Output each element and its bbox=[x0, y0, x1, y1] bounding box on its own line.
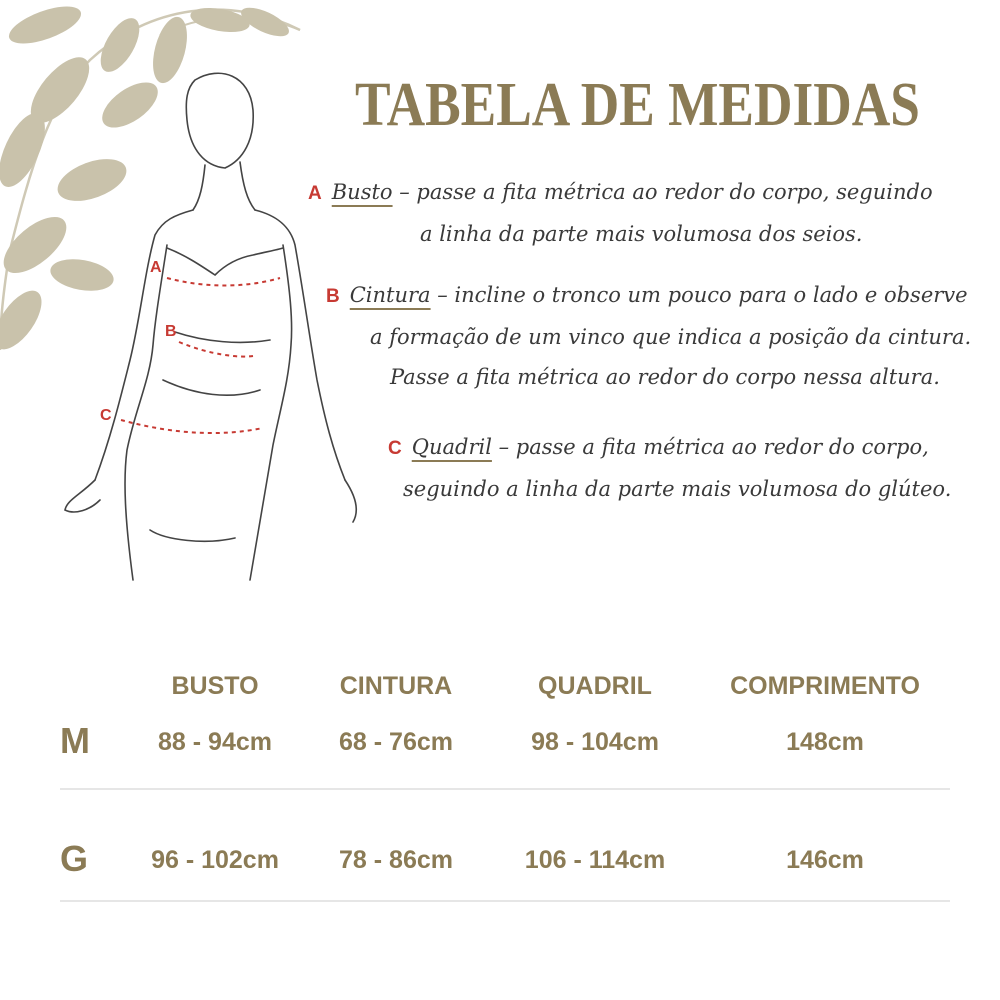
page-title: TABELA DE MEDIDAS bbox=[355, 71, 920, 139]
size-label: G bbox=[60, 838, 89, 879]
size-label: M bbox=[60, 720, 90, 761]
table-cell: 88 - 94cm bbox=[158, 728, 272, 756]
waist-measure-line bbox=[179, 342, 253, 357]
table-cell: 78 - 86cm bbox=[339, 846, 453, 874]
instruction-text: Passe a fita métrica ao redor do corpo nessa altura. bbox=[390, 365, 940, 389]
hip-measure-line bbox=[121, 420, 263, 433]
marker-b: B bbox=[165, 323, 177, 340]
instruction-text: a linha da parte mais volumosa dos seios. bbox=[420, 222, 863, 246]
instruction-text: – passe a fita métrica ao redor do corpo, seguindo bbox=[392, 180, 933, 204]
column-header-quadril: QUADRIL bbox=[538, 672, 652, 700]
instruction-text: seguindo a linha da parte mais volumosa do glúteo. bbox=[403, 477, 952, 501]
table-cell: 106 - 114cm bbox=[524, 846, 666, 874]
instruction-letter: B bbox=[326, 286, 340, 307]
column-header-busto: BUSTO bbox=[171, 672, 259, 700]
marker-a: A bbox=[150, 259, 162, 276]
table-cell: 146cm bbox=[786, 846, 864, 874]
instruction-text: a formação de um vinco que indica a posição da cintura. bbox=[370, 325, 972, 349]
bust-measure-line bbox=[167, 278, 280, 286]
instruction-letter: A bbox=[308, 183, 322, 204]
table-cell: 98 - 104cm bbox=[531, 728, 659, 756]
instruction-term: Busto bbox=[331, 180, 393, 204]
instruction-text: – passe a fita métrica ao redor do corpo, bbox=[491, 435, 929, 459]
instruction-term: Quadril bbox=[411, 435, 492, 459]
column-header-cintura: CINTURA bbox=[339, 672, 453, 700]
column-header-comprimento: COMPRIMENTO bbox=[730, 672, 920, 700]
table-header-row bbox=[60, 672, 950, 714]
leaf bbox=[0, 283, 51, 357]
instruction-busto bbox=[308, 172, 933, 254]
size-table bbox=[60, 672, 950, 902]
instruction-letter: C bbox=[388, 438, 402, 459]
table-cell: 68 - 76cm bbox=[339, 728, 453, 756]
instruction-term: Cintura bbox=[349, 283, 431, 307]
leaf bbox=[5, 0, 86, 51]
instruction-cintura bbox=[326, 275, 971, 397]
table-cell: 96 - 102cm bbox=[151, 846, 279, 874]
table-cell: 148cm bbox=[786, 728, 864, 756]
marker-c: C bbox=[100, 407, 112, 424]
table-row bbox=[60, 790, 950, 902]
instruction-quadril bbox=[388, 427, 951, 509]
table-row bbox=[60, 714, 950, 790]
instruction-text: – incline o tronco um pouco para o lado e observe bbox=[430, 283, 968, 307]
